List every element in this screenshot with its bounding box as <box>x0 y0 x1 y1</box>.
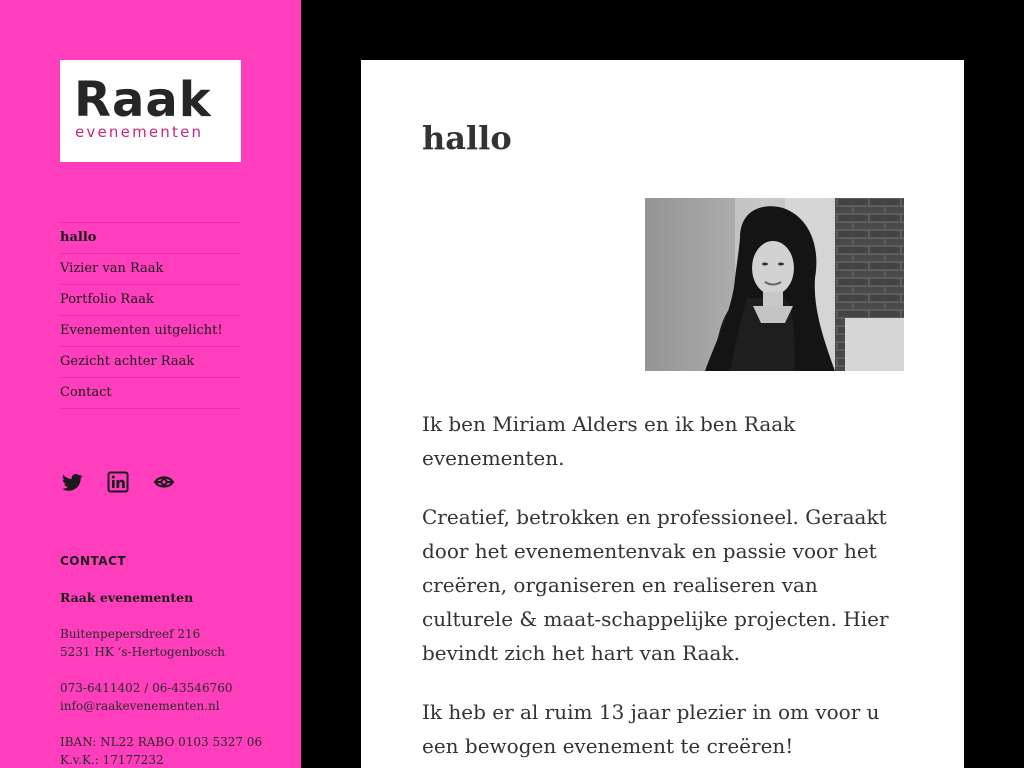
intro-paragraph: Ik ben Miriam Alders en ik ben Raak evenementen. <box>422 412 796 470</box>
contact-email[interactable]: info@raakevenementen.nl <box>60 699 220 713</box>
contact-address-line2: 5231 HK ‘s-Hertogenbosch <box>60 645 225 659</box>
nav-item-gezicht[interactable]: Gezicht achter Raak <box>60 347 240 378</box>
nav-item-contact[interactable]: Contact <box>60 378 240 409</box>
twitter-icon[interactable] <box>60 470 84 494</box>
nav-item-portfolio[interactable]: Portfolio Raak <box>60 285 240 316</box>
page-content <box>361 60 964 768</box>
contact-phone: 073-6411402 / 06-43546760 <box>60 681 233 695</box>
contact-kvk: K.v.K.: 17177232 <box>60 753 164 767</box>
main-navigation <box>60 222 240 409</box>
contact-address-line1: Buitenpepersdreef 216 <box>60 627 201 641</box>
nav-item-vizier[interactable]: Vizier van Raak <box>60 254 240 285</box>
sidebar <box>0 0 301 768</box>
contact-company-name: Raak evenementen <box>60 590 194 605</box>
logo-main-text: Raak <box>74 72 212 128</box>
logo-sub-text: evenementen <box>75 123 204 141</box>
description-paragraph: Creatief, betrokken en professioneel. Geraakt door het evenementenvak en passie voor het creëren, organiseren en realiseren van culturele & maat-schappelijke projecten. Hier bevindt zich het hart van Raak. <box>422 505 889 665</box>
portrait-photo-illustration <box>645 198 904 371</box>
nav-item-hallo[interactable]: hallo <box>60 223 240 254</box>
experience-paragraph: Ik heb er al ruim 13 jaar plezier in om voor u een bewogen evenement te creëren! <box>422 700 880 758</box>
contact-iban: IBAN: NL22 RABO 0103 5327 06 <box>60 735 263 749</box>
nav-item-evenementen[interactable]: Evenementen uitgelicht! <box>60 316 240 347</box>
linkedin-icon[interactable] <box>106 470 130 494</box>
contact-widget-title: CONTACT <box>60 554 127 568</box>
portrait-photo <box>645 198 904 371</box>
site-logo[interactable] <box>60 60 241 162</box>
page-title: hallo <box>422 119 512 157</box>
slideshare-icon[interactable] <box>152 470 176 494</box>
